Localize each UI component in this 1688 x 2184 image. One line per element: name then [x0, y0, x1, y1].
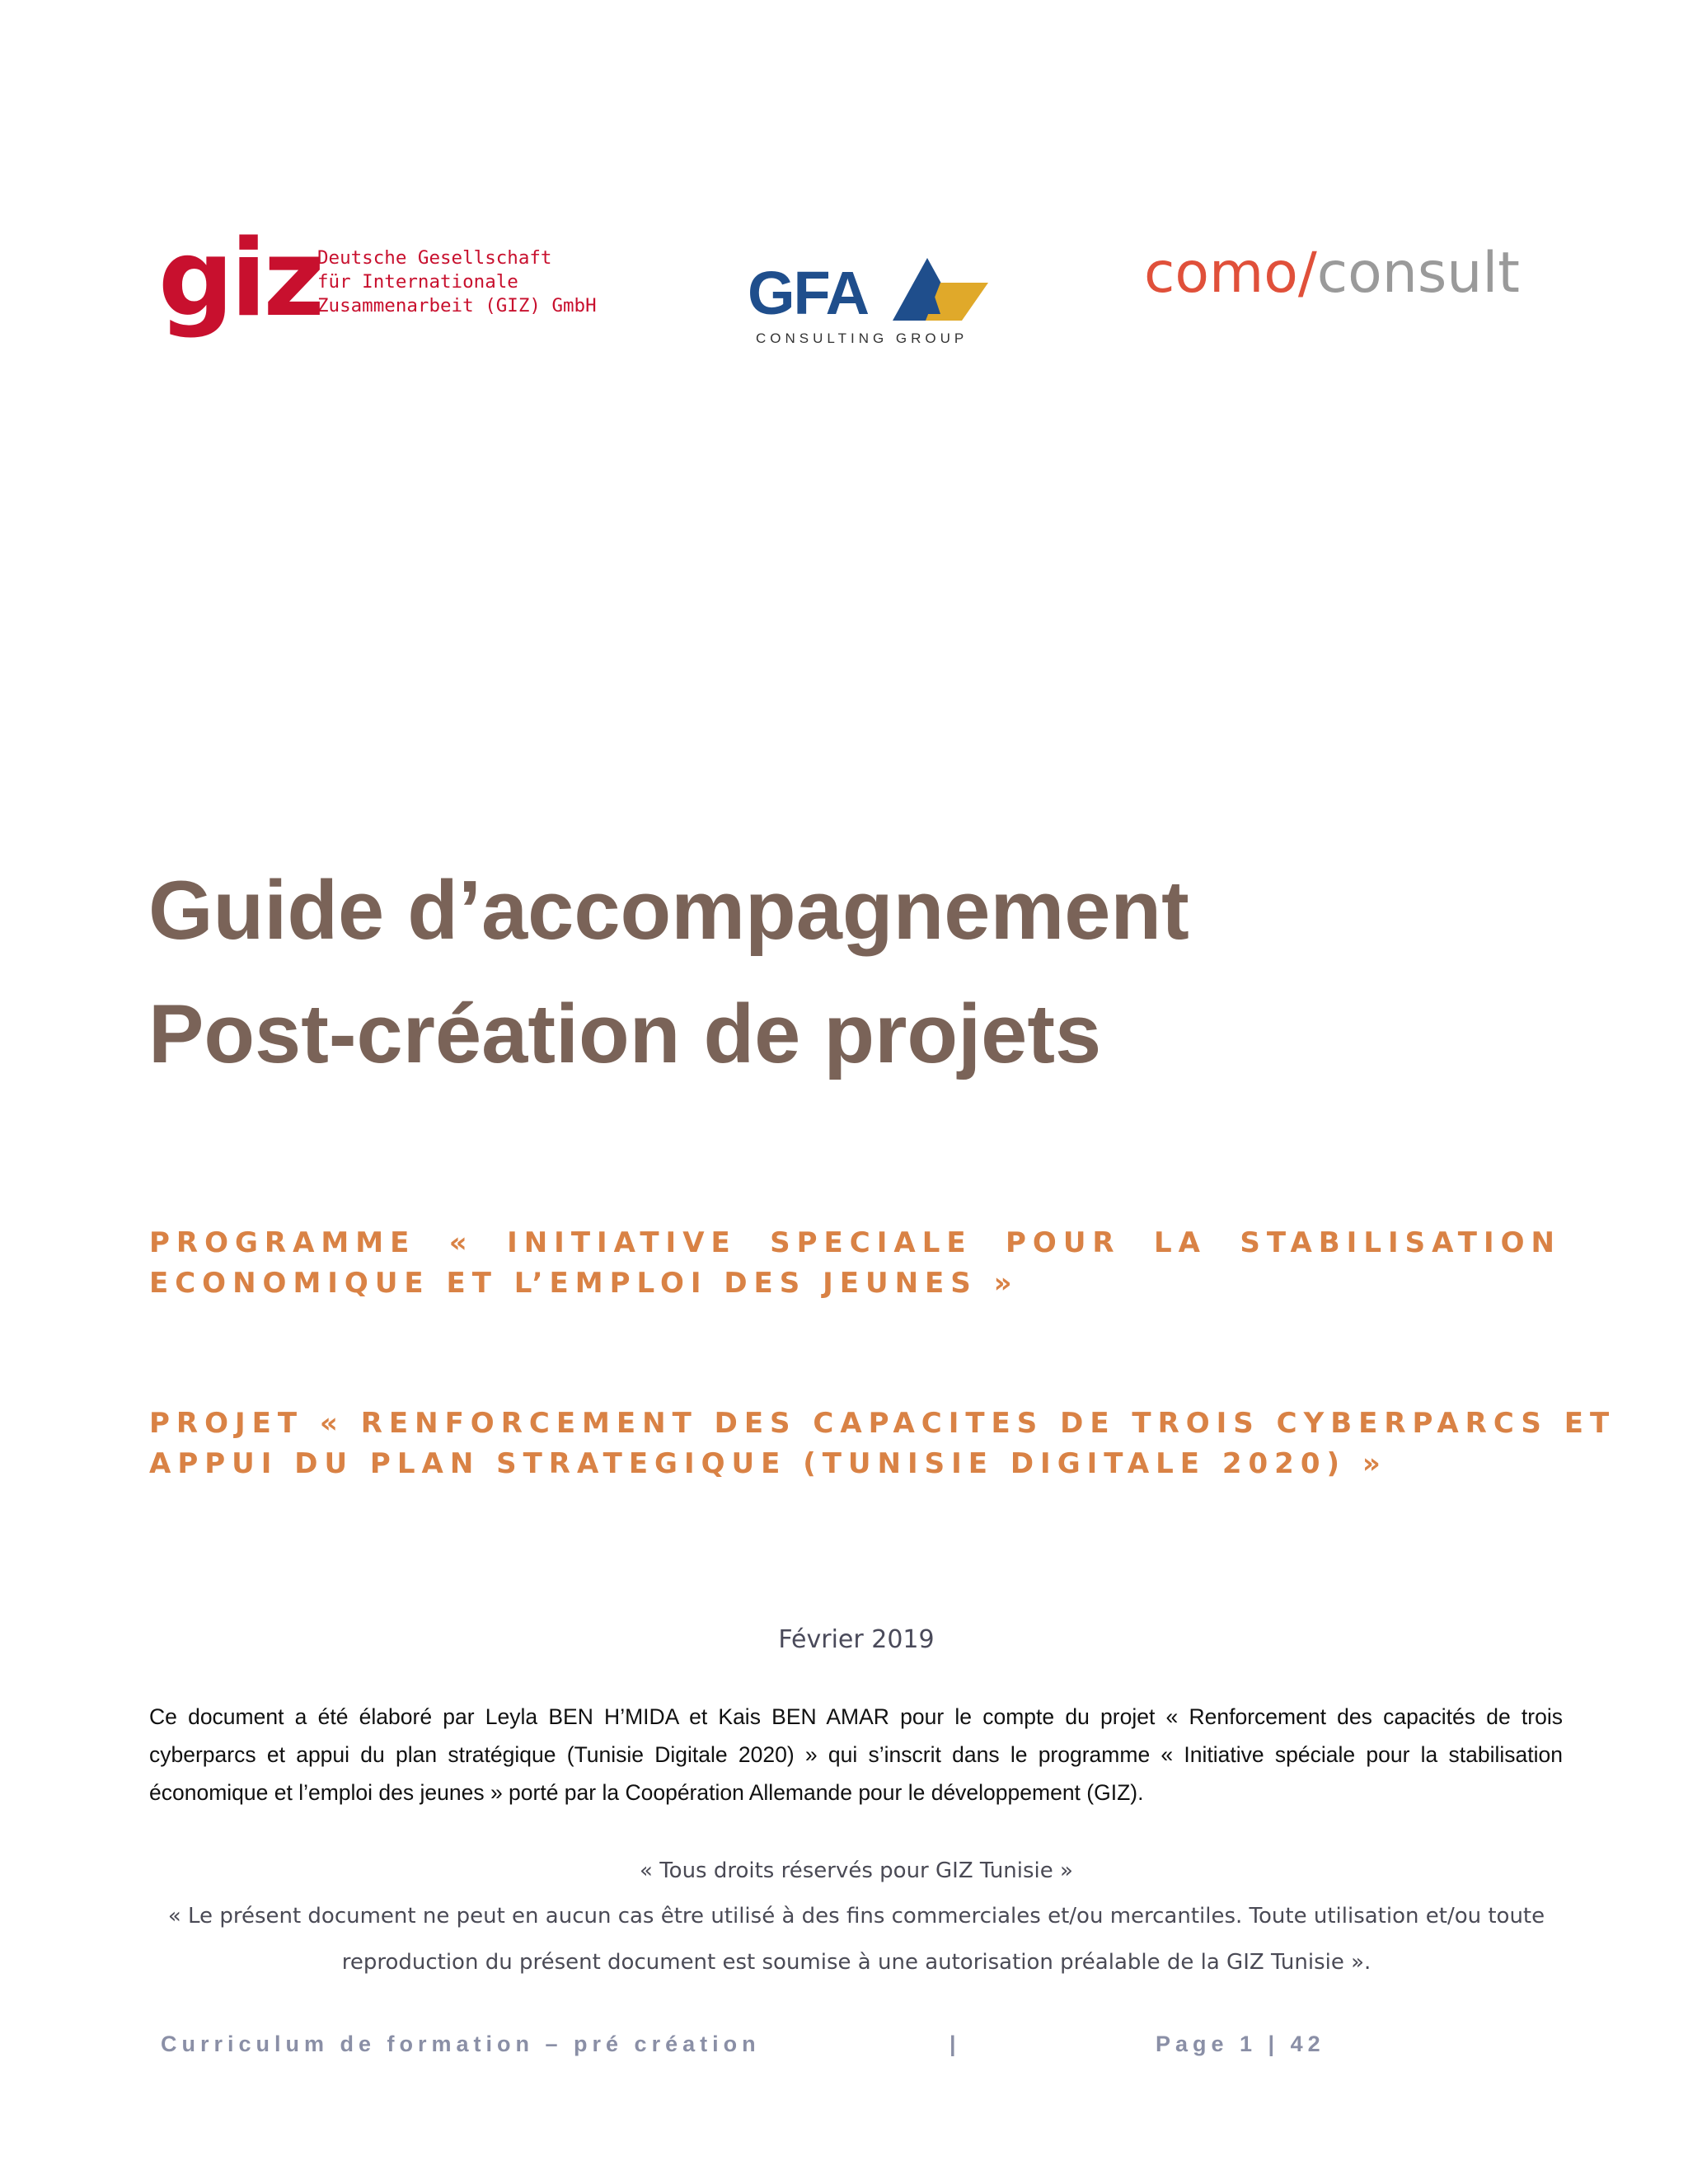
como-logo-part1: como: [1144, 241, 1298, 306]
description-paragraph: Ce document a été élaboré par Leyla BEN H’MIDA et Kais BEN AMAR pour le compte du projet « Renforcement des capacités de trois cyberparcs et appui du plan stratégique (Tunisie Digitale 2020) » qui s’inscrit dans le programme « Initiative spéciale pour la stabilisation économique et l’emploi des jeunes » porté par la Coopération Allemande pour le développement (GIZ).: [149, 1704, 1563, 1805]
footer-page-number: Page 1 | 42: [1156, 2032, 1325, 2056]
giz-logo: [158, 218, 597, 350]
giz-logo-mark: giz: [158, 218, 321, 340]
giz-logo-text: Deutsche Gesellschaft für Internationale Zusammenarbeit (GIZ) GmbH: [317, 247, 597, 316]
rights-notice-line3: reproduction du présent document est soumise à une autorisation préalable de la GIZ Tunisie ».: [341, 1950, 1372, 1975]
projet-heading-line1: PROJET « RENFORCEMENT DES CAPACITES DE TROIS CYBERPARCS ET: [149, 1407, 1616, 1440]
gfa-logo: [746, 251, 993, 350]
programme-heading-line1: PROGRAMME « INITIATIVE SPECIALE POUR LA STABILISATION: [149, 1226, 1561, 1259]
rights-notice-line2: « Le présent document ne peut en aucun cas être utilisé à des fins commerciales et/ou mercantiles. Toute utilisation et/ou toute: [167, 1904, 1545, 1929]
projet-heading-line2: APPUI DU PLAN STRATEGIQUE (TUNISIE DIGITALE 2020) »: [149, 1447, 1387, 1480]
como-logo-part2: consult: [1316, 241, 1520, 306]
como-consult-logo: [1144, 241, 1556, 320]
como-logo-separator: /: [1297, 241, 1317, 306]
programme-heading-line2: ECONOMIQUE ET L’EMPLOI DES JEUNES »: [149, 1267, 1019, 1300]
rights-notice-line1: « Tous droits réservés pour GIZ Tunisie »: [640, 1858, 1073, 1883]
document-title-line1: Guide d’accompagnement: [148, 865, 1189, 957]
footer-separator: |: [950, 2032, 956, 2056]
projet-heading: [149, 1404, 1616, 1484]
document-title-line2: Post-création de projets: [148, 988, 1102, 1080]
document-date: Février 2019: [778, 1625, 935, 1654]
gfa-triangle-icon: [893, 258, 992, 324]
gfa-logo-word: GFA: [748, 259, 869, 327]
footer-title: Curriculum de formation – pré création: [161, 2032, 761, 2056]
programme-heading: [149, 1223, 1561, 1304]
document-title: [148, 849, 1550, 1096]
gfa-logo-subtitle: CONSULTING GROUP: [756, 330, 968, 346]
